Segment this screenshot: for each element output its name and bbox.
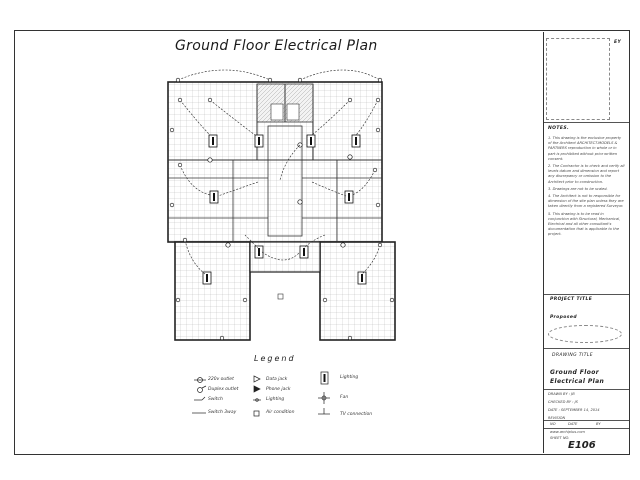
legend-item-phone-jack: Phone jack bbox=[266, 387, 291, 392]
revision: REVISION bbox=[548, 416, 566, 420]
air-condition-unit bbox=[278, 294, 283, 299]
rev-col-by: BY bbox=[596, 422, 601, 426]
note-item: 1. This drawing is the exclusive property of the Architect ARCHITECT-MODELS & PARTNERS reproduction in whole or in part is prohibited without prior written consent. bbox=[548, 136, 622, 161]
note-item: 5. This drawing is to be read in conjunction with Structural, Mechanical, Electrical and all other consultant's documentation that is applicable to the project. bbox=[548, 211, 621, 237]
legend-item-fan: Fan bbox=[340, 395, 349, 400]
drawing-title-label: DRAWING TITLE bbox=[552, 353, 594, 358]
rev-col-no: NO bbox=[550, 422, 556, 426]
date: DATE : SEPTEMBER 14, 2014 bbox=[548, 408, 600, 412]
project-value: Proposed bbox=[550, 315, 577, 320]
note-item: 4. The Architect is not to responsible for dimension of the site plan unless they are taken directly from a registered Surveyor. bbox=[548, 194, 624, 209]
legend-item-lighting-fixture: Lighting bbox=[340, 375, 359, 380]
key-label: EY bbox=[614, 40, 622, 45]
legend-heading: Legend bbox=[254, 354, 296, 363]
title-block bbox=[543, 32, 628, 453]
legend-item-220v-outlet: 220v outlet bbox=[208, 377, 234, 382]
legend-item-lighting: Lighting bbox=[266, 397, 285, 402]
checked-by: CHECKED BY : JS bbox=[548, 400, 578, 404]
project-title-label: PROJECT TITLE bbox=[550, 297, 593, 302]
page-title: Ground Floor Electrical Plan bbox=[175, 38, 378, 54]
sheet-section bbox=[544, 428, 629, 453]
note-item: 2. The Contractor is to check and verify all levels datum and dimension and report any discrepancy or omission to the Architect prior to construction. bbox=[548, 164, 625, 184]
legend-item-duplex-outlet: Duplex outlet bbox=[208, 387, 239, 392]
legend-item-switch-3way: Switch 3way bbox=[208, 410, 237, 415]
legend-item-switch: Switch bbox=[208, 397, 223, 402]
drawn-by: DRAWN BY : JB bbox=[548, 392, 575, 396]
legend-item-tv-connection: TV connection bbox=[340, 412, 373, 417]
project-cloud bbox=[548, 325, 622, 343]
meta-section bbox=[544, 389, 629, 419]
project-section bbox=[544, 294, 629, 346]
notes-section bbox=[544, 122, 629, 292]
building-outline bbox=[168, 82, 395, 340]
drawing-title-line1: Ground Floor bbox=[550, 369, 600, 376]
key-plan bbox=[546, 38, 610, 120]
footer-text: www.archiplus.com bbox=[550, 430, 585, 434]
rev-col-date: DATE bbox=[568, 422, 578, 426]
drawing-title-section bbox=[544, 348, 629, 388]
revision-table bbox=[544, 420, 629, 426]
legend-item-data-jack: Data jack bbox=[266, 377, 288, 382]
legend-item-air-condition: Air condition bbox=[266, 410, 295, 415]
sheet-number: E106 bbox=[568, 440, 596, 451]
drawing-title-line2: Electrical Plan bbox=[550, 378, 605, 385]
notes-heading: NOTES. bbox=[548, 126, 570, 131]
note-item: 3. Drawings are not to be scaled. bbox=[548, 186, 608, 191]
sheet-label: SHEET NO. bbox=[550, 436, 570, 440]
